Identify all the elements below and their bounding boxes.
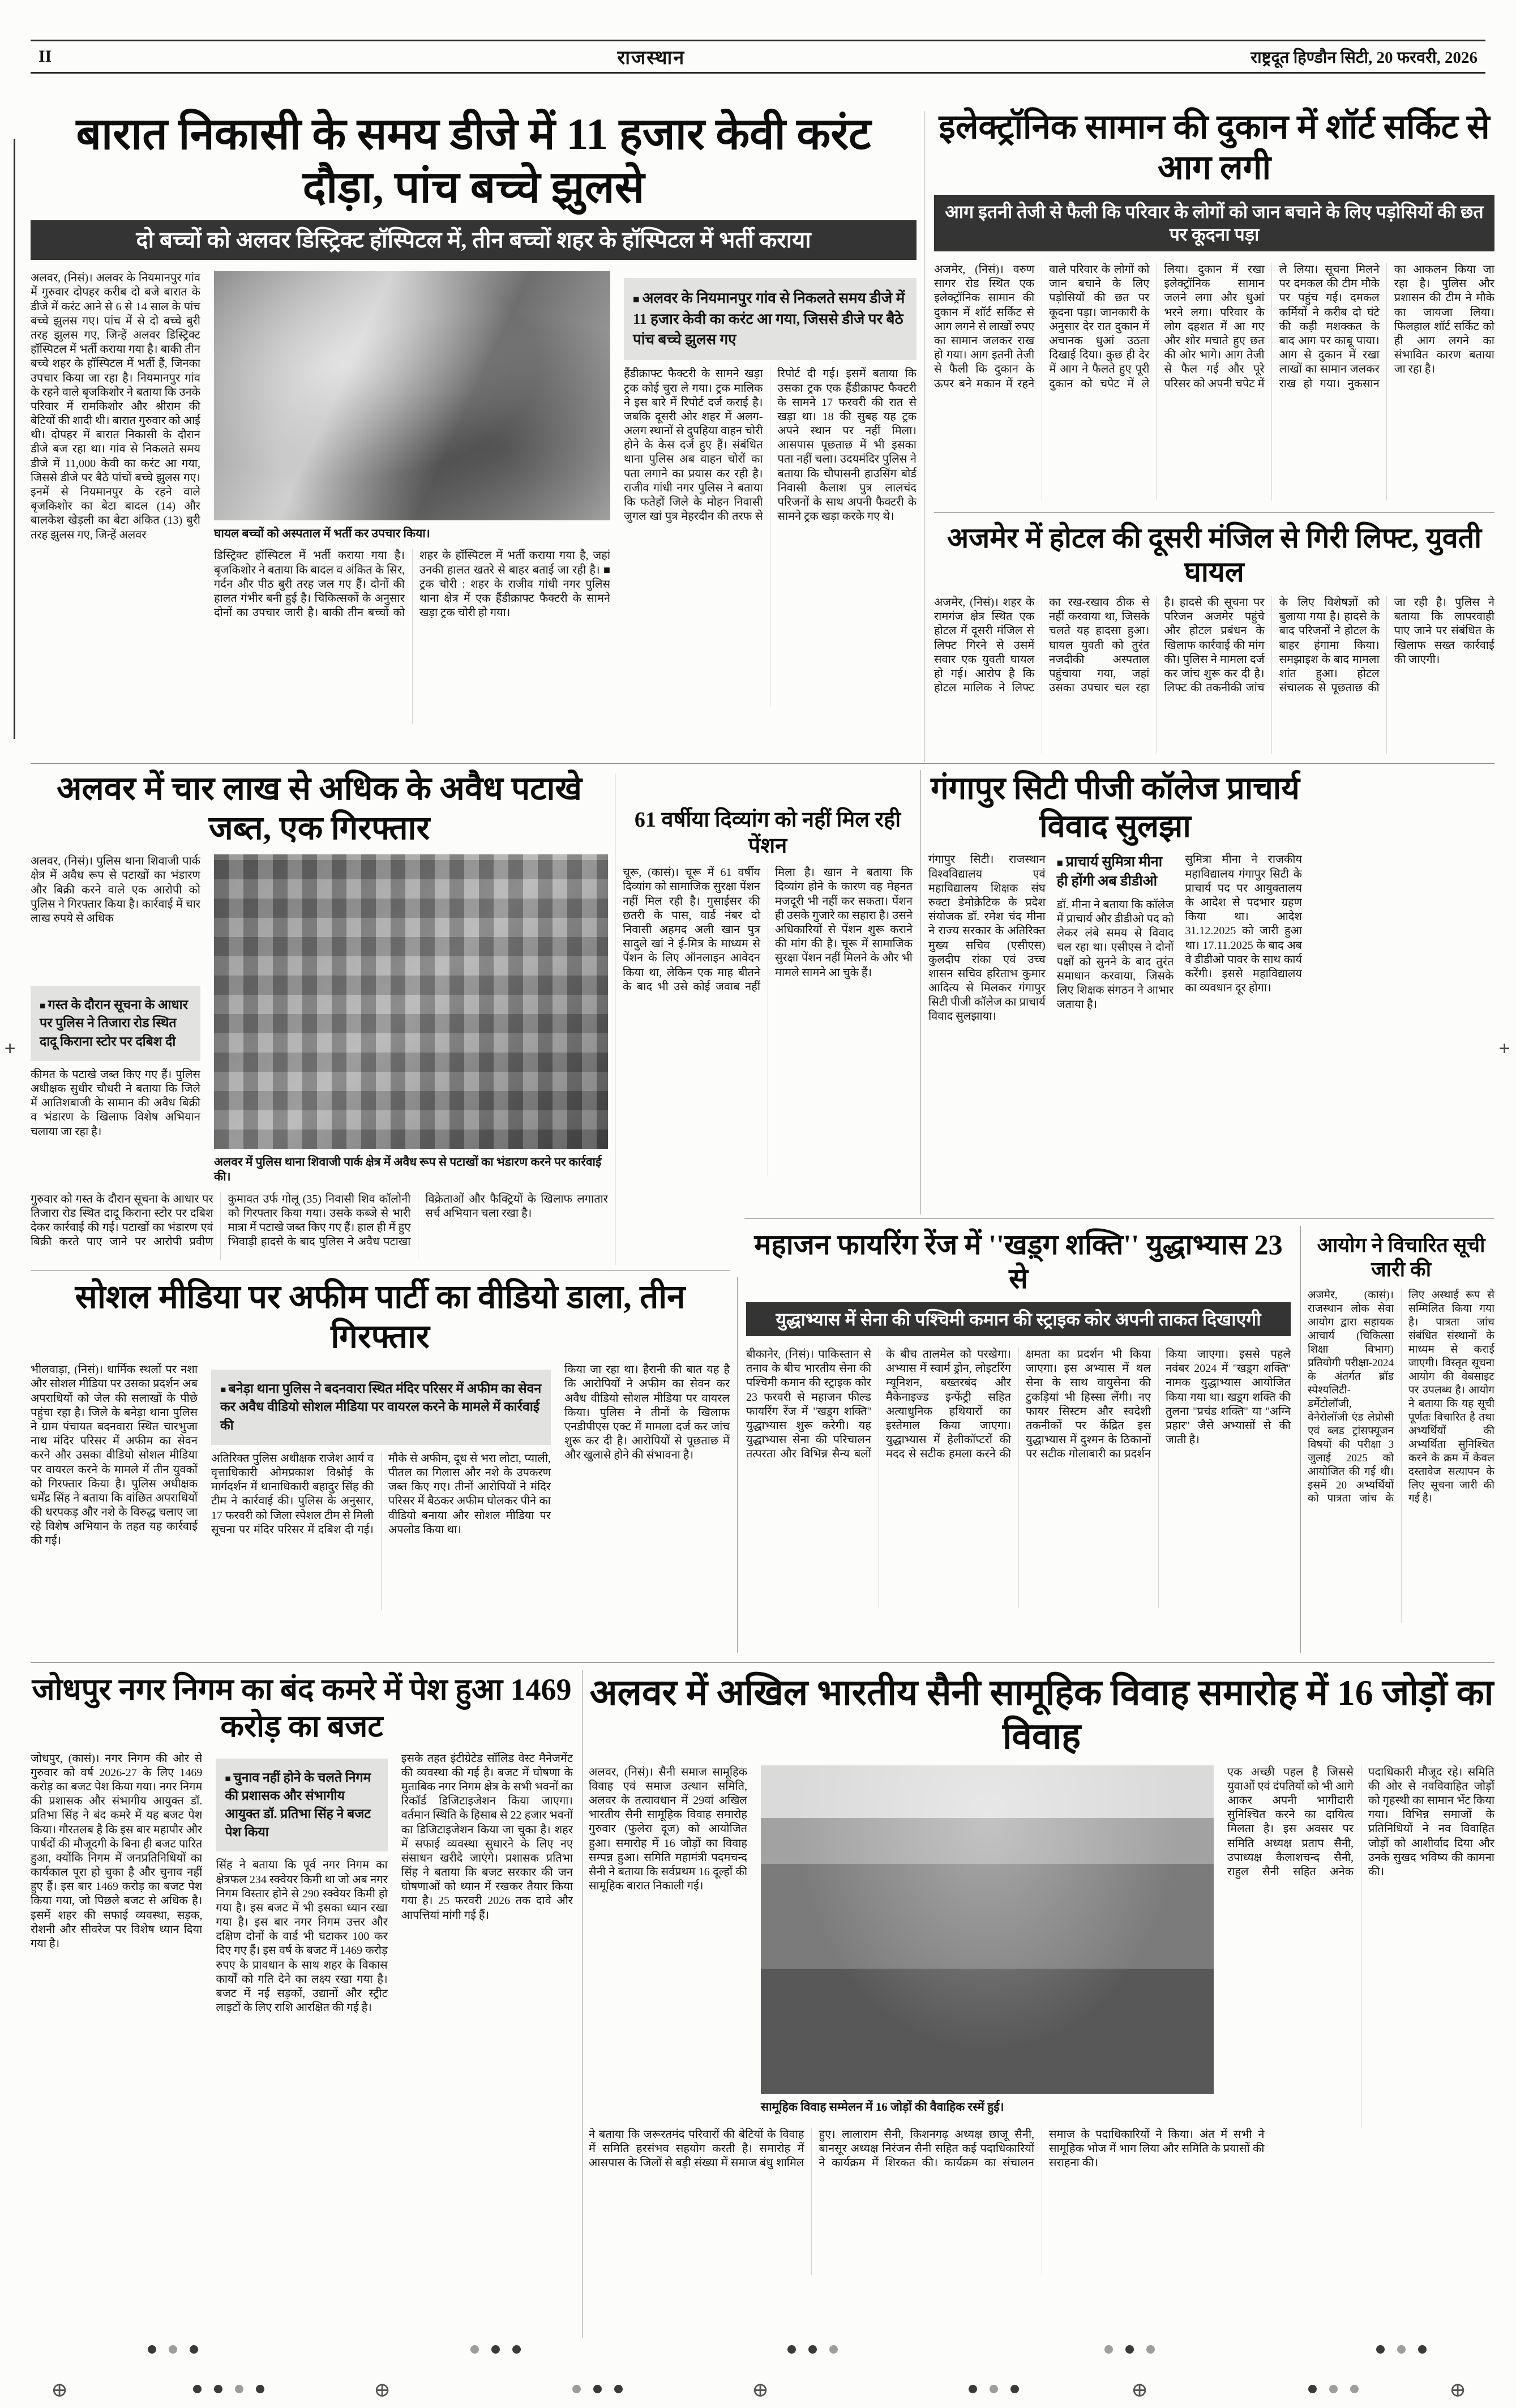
masthead bbox=[31, 40, 1485, 74]
headline: महाजन फायरिंग रेंज में ''खड़्ग शक्ति'' युद्धाभ्यास 23 से bbox=[754, 1229, 1283, 1294]
column-rule bbox=[1300, 1226, 1301, 1653]
body-columns: बीकानेर, (निसं)। पाकिस्तान से तनाव के बीच भारतीय सेना की पश्चिमी कमान की स्ट्राइक कोर 23 फरवरी से महाजन फील्ड फायरिंग रेंज में ''खड़्ग शक्ति'' युद्धाभ्यास शुरू करेगी। यह युद्धाभ्यास सेना की परिचालन तत्परता और विभिन्न सैन्य बलों के बीच तालमेल को परखेगा। अभ्यास में स्वार्म ड्रोन, लोइटरिंग म्यूनिशन, बख्तरबंद और मैकेनाइज्ड इन्फेंट्री सहित अत्याधुनिक हथियारों का इस्तेमाल किया जाएगा। युद्धाभ्यास में हेलीकॉप्टरों की मदद से सटीक हमला करने की क्षमता का प्रदर्शन भी किया जाएगा। इस अभ्यास में थल सेना के साथ वायुसेना की टुकड़ियां भी हिस्सा लेंगी। नए फायर सिस्टम और स्वदेशी तकनीकों पर केंद्रित इस युद्धाभ्यास में दुश्मन के ठिकानों पर सटीक गोलाबारी का प्रदर्शन किया जाएगा। इससे पहले नवंबर 2024 में ''खड़्ग शक्ति'' नामक युद्धाभ्यास आयोजित किया गया था। खड़्ग शक्ति की तुलना ''प्रचंड शक्ति'' या ''अग्नि प्रहार'' जैसे अभ्यासों से की जाती है। bbox=[746, 1348, 1291, 1461]
body-column: अलवर, (निसं)। पुलिस थाना शिवाजी पार्क क्षेत्र में अवैध रूप से पटाखों का भंडारण और बिक्री करने वाले एक आरोपी को पुलिस ने गिरफ्तार किया है। कार्रवाई में चार लाख रुपये से अधिक bbox=[31, 855, 200, 925]
body-column: सुमित्रा मीना ने राजकीय महाविद्यालय गंगापुर सिटी के प्राचार्य पद पर आयुक्तालय के आदेश से पदभार ग्रहण किया था। आदेश 31.12.2025 को जारी हुआ था। 17.11.2025 के बाद अब वे डीडीओ पावर के साथ कार्य करेंगी। इससे महाविद्यालय का व्यवधान दूर होगा। bbox=[1185, 853, 1303, 995]
sub-highlight: ■ प्राचार्य सुमित्रा मीना ही होंगी अब डीडीओ bbox=[1057, 853, 1174, 891]
article-firecrackers-seized bbox=[31, 769, 608, 1260]
decorative-dots bbox=[566, 2385, 629, 2396]
section-rule bbox=[744, 1218, 1494, 1219]
registration-mark: ⊕ bbox=[51, 2379, 68, 2401]
body-columns: अतिरिक्त पुलिस अधीक्षक राजेश आर्य व वृत्ताधिकारी ओमप्रकाश विश्नोई के मार्गदर्शन में थानाधिकारी बहादुर सिंह की टीम ने कार्रवाई की। पुलिस के अनुसार, 17 फरवरी को जिला स्पेशल टीम से मिली सूचना पर मंदिर परिसर में दबिश दी गई। मौके से अफीम, दूध से भरा लोटा, प्याली, पीतल का गिलास और नशे के उपकरण जब्त किए गए। तीनों आरोपियों ने मंदिर परिसर में बैठकर अफीम घोलकर पीने का वीडियो बनाया और सोशल मीडिया पर अपलोड किया था। bbox=[211, 1452, 551, 1536]
decorative-dots bbox=[962, 2385, 1025, 2396]
decorative-dots bbox=[1370, 2345, 1433, 2356]
headline: अलवर में अखिल भारतीय सैनी सामूहिक विवाह समारोह में 16 जोड़ों का विवाह bbox=[589, 1673, 1494, 1756]
headline: 61 वर्षीया दिव्यांग को नहीं मिल रही पेंशन bbox=[634, 808, 901, 858]
subheadline-bar: दो बच्चों को अलवर डिस्ट्रिक्ट हॉस्पिटल में, तीन बच्चों शहर के हॉस्पिटल में भर्ती कराया bbox=[31, 220, 917, 260]
body-column: भीलवाड़ा, (निसं)। धार्मिक स्थलों पर नशा और सोशल मीडिया पर उसका प्रदर्शन अब अपराधियों को जेल की सलाखों के पीछे पहुंचा रहा है। जिले के बनेड़ा थाना पुलिस ने ग्राम पंचायत बदनवारा स्थित चारभुजा नाथ मंदिर परिसर में अफीम का सेवन करने और उसका वीडियो सोशल मीडिया पर वायरल करने के मामले में तीन युवकों को गिरफ्तार किया है। पुलिस अधीक्षक धर्मेंद्र सिंह ने बताया कि वांछित अपराधियों की धरपकड़ और नशे के विरुद्ध चलाए जा रहे विशेष अभियान के तहत यह कार्रवाई की गई। bbox=[31, 1363, 198, 1547]
body-column: कीमत के पटाखे जब्त किए गए हैं। पुलिस अधीक्षक सुधीर चौधरी ने बताया कि जिले में आतिशबाजी के सामान की अवैध बिक्री व भंडारण के खिलाफ विशेष अभियान चलाया जा रहा है। bbox=[31, 1068, 200, 1138]
column-rule bbox=[582, 1670, 583, 2338]
left-column bbox=[31, 854, 200, 1192]
body-column: जोधपुर, (कासं)। नगर निगम की ओर से गुरुवार को वर्ष 2026-27 के लिए 1469 करोड़ का बजट पेश किया गया। नगर निगम की प्रशासक और संभागीय आयुक्त डॉ. प्रतिभा सिंह ने बंद कमरे में यह बजट पेश किया। गौरतलब है कि इस बार महापौर और पार्षदों की मौजूदगी के बिना ही बजट पारित हुआ, क्योंकि निगम में जनप्रतिनिधियों का कार्यकाल पूरा हो चुका है और चुनाव नहीं हुए हैं। इस बार 1469 करोड़ का बजट पेश किया गया, जो पिछले बजट से अधिक है। इसमें शहर की सफाई व्यवस्था, सड़क, रोशनी और सीवरेज पर विशेष ध्यान दिया गया है। bbox=[31, 1752, 203, 1951]
article-jodhpur-budget bbox=[31, 1671, 573, 2284]
article-college-dispute bbox=[928, 770, 1302, 1187]
photo-caption: अलवर में पुलिस थाना शिवाजी पार्क क्षेत्र में अवैध रूप से पटाखों का भंडारण करने पर कार्रवाई की। bbox=[214, 1155, 602, 1184]
section-rule bbox=[934, 512, 1494, 513]
body-columns: हैंडीक्राफ्ट फैक्टरी के सामने खड़ा ट्रक कोई चुरा ले गया। ट्रक मालिक ने इस बारे में रिपोर्ट दर्ज कराई है। जबकि दूसरी ओर शहर में अलग-अलग स्थानों से दुपहिया वाहन चोरी होने के केस दर्ज हुए हैं। संबंधित थाना पुलिस अब वाहन चोरों का पता लगाने का प्रयास कर रही है। राजीव गांधी नगर पुलिस ने बताया कि फतेहों जिले के मोहन निवासी जुगल खां पुत्र मेहरदीन की तरफ से रिपोर्ट दी गई। इसमें बताया कि उसका ट्रक एक हैंडीक्राफ्ट फैक्टरी के सामने 17 फरवरी की रात से खड़ा था। 18 की सुबह यह ट्रक अपने स्थान पर नहीं मिला। आसपास पूछताछ में भी इसका पता नहीं चला। उदयमंदिर पुलिस ने बताया कि चौपासनी हाउसिंग बोर्ड निवासी कैलाश पुत्र लालचंद परिजनों के साथ अपनी फैक्टरी के सामने ट्रक खड़ा करके गए थे। bbox=[624, 367, 917, 523]
body-columns: गुरुवार को गस्त के दौरान सूचना के आधार पर तिजारा रोड स्थित दादू किराना स्टोर पर दबिश देकर कार्रवाई की गई। पटाखों का भंडारण एवं बिक्री करते पाए जाने पर आरोपी प्रवीण कुमावत उर्फ गोलू (35) निवासी शिव कॉलोनी को गिरफ्तार किया गया। उसके कब्जे से भारी मात्रा में पटाखे जब्त किए गए हैं। हाल ही में हुए भिवाड़ी हादसे के बाद पुलिस ने अवैध पटाखा विक्रेताओं और फैक्ट्रियों के खिलाफ लगातार सर्च अभियान चला रखा है। bbox=[31, 1192, 608, 1248]
body-column: इसके तहत इंटीग्रेटेड सॉलिड वेस्ट मैनेजमेंट की व्यवस्था की गई है। बजट में घोषणा के मुताबिक नगर निगम क्षेत्र के सभी भवनों का रिकॉर्ड डिजिटाइजेशन किया जाएगा। वर्तमान स्थिति के हिसाब से 22 हजार भवनों का डिजिटाइजेशन किया जा चुका है। शहर में सफाई व्यवस्था सुधारने के लिए नए संसाधन खरीदे जाएंगे। प्रशासक प्रतिभा सिंह ने बताया कि बजट सरकार की जन घोषणाओं को ध्यान में रखकर तैयार किया गया है। 25 फरवरी 2026 तक दावे और आपत्तियां मांगी गई हैं। bbox=[401, 1752, 573, 1922]
body-columns: चूरू, (कासं)। चूरू में 61 वर्षीय दिव्यांग को सामाजिक सुरक्षा पेंशन नहीं मिल रही है। गुसाईसर की छतरी के पास, वार्ड नंबर दो निवासी अहमद अली खान पुत्र सादुले खां ने ई-मित्र के माध्यम से पेंशन के लिए ऑनलाइन आवेदन किया था, लेकिन एक माह बीतने के बाद भी उसे कोई जवाब नहीं मिला है। खान ने बताया कि दिव्यांग होने के कारण वह मेहनत मजदूरी भी नहीं कर सकता। पेंशन ही उसके गुजारे का सहारा है। उसने अधिकारियों से पेंशन शुरू कराने की मांग की है। चूरू में सामाजिक सुरक्षा पेंशन नहीं मिलने के और भी मामले सामने आ चुके हैं। bbox=[623, 866, 913, 993]
middle-column bbox=[1057, 853, 1174, 1187]
right-block bbox=[624, 271, 917, 741]
headline: जोधपुर नगर निगम का बंद कमरे में पेश हुआ 1469 करोड़ का बजट bbox=[32, 1673, 572, 1743]
body-columns: डिस्ट्रिक्ट हॉस्पिटल में भर्ती कराया गया है। बृजकिशोर ने बताया कि बादल व अंकित के सिर, गर्दन और पीठ बुरी तरह जल गए हैं। दोनों की हालत गंभीर बनी हुई है। चिकित्सकों के अनुसार दोनों का उपचार जारी है। बाकी तीन बच्चों को शहर के हॉस्पिटल में भर्ती कराया गया है, जहां उनकी हालत खतरे से बाहर बताई जा रही है। ■ ट्रक चोरी : शहर के राजीव गांधी नगर पुलिस थाना क्षेत्र में एक हैंडीक्राफ्ट फैक्टरी के सामने खड़ा ट्रक चोरी हो गया। bbox=[214, 549, 610, 619]
decorative-dots bbox=[464, 2345, 527, 2356]
page-number: II bbox=[38, 47, 52, 66]
photo-caption: सामूहिक विवाह सम्मेलन में 16 जोड़ों की वैवाहिक रस्में हुई। bbox=[761, 2099, 1004, 2114]
registration-mark: ⊕ bbox=[374, 2379, 391, 2401]
registration-mark: ⊕ bbox=[1131, 2379, 1149, 2401]
registration-mark: ⊕ bbox=[1449, 2379, 1467, 2401]
fold-mark bbox=[14, 139, 15, 739]
section-rule bbox=[31, 763, 1494, 764]
registration-cross-right: + bbox=[1499, 1037, 1510, 1059]
subheadline-bar: युद्धाभ्यास में सेना की पश्चिमी कमान की स्ट्राइक कोर अपनी ताकत दिखाएगी bbox=[746, 1302, 1291, 1336]
article-pension bbox=[623, 807, 913, 1177]
highlight-box: ■ गस्त के दौरान सूचना के आधार पर पुलिस ने तिजारा रोड स्थित दादू किराना स्टोर पर दबिश दी bbox=[31, 986, 200, 1061]
body-column: अलवर, (निसं)। अलवर के नियमानपुर गांव में गुरुवार दोपहर करीब दो बजे बारात के डीजे में करंट आने से 6 से 14 साल के पांच बच्चे झुलस गए। पांच में से दो बच्चे बुरी तरह झुलस गए, जिन्हें अलवर डिस्ट्रिक्ट हॉस्पिटल में भर्ती कराया गया है। बाकी तीन बच्चे शहर के हॉस्पिटल में भर्ती हैं, जिनका उपचार किया जा रहा है। नियमानपुर गांव के रहने वाले बृजकिशोर ने बताया कि उनके परिवार में रामकिशोर और श्रीराम की बेटियों की शादी थी। बारात गुरुवार को आई थी। दोपहर में बारात निकासी के दौरान डीजे बज रहा था। गांव से निकलते समय डीजे में 11,000 केवी का करंट आ गया, जिससे डीजे पर बैठे पांचों बच्चे झुलस गए। इनमें से नियमानपुर के रहने वाले बृजकिशोर का बेटा बादल (14) और बालकेश खेड़ली का बेटा अंकित (13) बुरी तरह झुलस गए, जिन्हें अलवर bbox=[31, 272, 200, 541]
decorative-dots bbox=[142, 2345, 204, 2356]
body-columns: एक अच्छी पहल है जिससे युवाओं एवं दंपतियों को भी आगे आकर अपनी भागीदारी सुनिश्चित करने का दायित्व मिलता है। इस अवसर पर समिति अध्यक्ष प्रताप सैनी, उपाध्यक्ष कैलाशचन्द सैनी, राहुल सैनी सहित अनेक पदाधिकारी मौजूद रहे। समिति की ओर से नवविवाहित जोड़ों को गृहस्थी का सामान भेंट किया गया। विभिन्न समाजों के प्रतिनिधियों ने नव विवाहित जोड़ों को आशीर्वाद दिया और उनके सुखद भविष्य की कामना की। bbox=[1227, 1765, 1494, 1878]
highlight-box: ■ बनेड़ा थाना पुलिस ने बदनवारा स्थित मंदिर परिसर में अफीम का सेवन कर अवैध वीडियो सोशल मीडिया पर वायरल करने के मामले में कार्रवाई की bbox=[211, 1370, 551, 1445]
body-column: डॉ. मीना ने बताया कि कॉलेज में प्राचार्य और डीडीओ पद को लेकर लंबे समय से विवाद चल रहा था। एसीएस ने दोनों पक्षों को सुनने के बाद तुरंत समाधान करवाया, जिसके लिए शिक्षक संगठन ने आभार जताया है। bbox=[1056, 898, 1174, 1011]
headline: आयोग ने विचारित सूची जारी की bbox=[1317, 1234, 1485, 1281]
middle-block bbox=[211, 1363, 551, 1646]
article-army-exercise bbox=[746, 1227, 1291, 1608]
column-rule bbox=[920, 770, 921, 1214]
photo-mass-wedding bbox=[761, 1765, 1214, 2094]
article-hotel-lift bbox=[934, 521, 1494, 754]
article-dj-current bbox=[31, 108, 917, 741]
headline: सोशल मीडिया पर अफीम पार्टी का वीडियो डाला, तीन गिरफ्तार bbox=[75, 1278, 686, 1355]
decorative-dots bbox=[187, 2385, 271, 2396]
subheadline-bar: आग इतनी तेजी से फैली कि परिवार के लोगों को जान बचाने के लिए पड़ोसियों की छत पर कूदना पड़ा bbox=[934, 195, 1494, 251]
article-rpsc-list bbox=[1308, 1233, 1494, 1623]
body-column: सिंह ने बताया कि पूर्व नगर निगम का क्षेत्रफल 234 स्क्वेयर किमी था जो अब नगर निगम विस्तार होने से 290 स्क्वेयर किमी हो गया है। इस बजट में भी इसका ध्यान रखा गया है। इस बार नगर निगम उत्तर और दक्षिण दोनों के वार्ड भी घटाकर 100 कर दिए गए हैं। इस वर्ष के बजट में 1469 करोड़ रुपए के प्रावधान के साथ शहर के विकास कार्यों को गति देने का लक्ष्य रखा गया है। बजट में नई सड़कों, उद्यानों और स्ट्रीट लाइटों के लिए राशि आरक्षित की गई है। bbox=[216, 1859, 388, 2014]
registration-cross-left: + bbox=[5, 1037, 16, 1059]
headline: अजमेर में होटल की दूसरी मंजिल से गिरी लिफ्ट, युवती घायल bbox=[947, 522, 1482, 588]
body-columns: ने बताया कि जरूरतमंद परिवारों की बेटियों के विवाह में समिति हरसंभव सहयोग करती है। समारोह में आसपास के जिलों से बड़ी संख्या में समाज बंधु शामिल हुए। लालाराम सैनी, किशनगढ़ अध्यक्ष छाजू सैनी, बानसूर अध्यक्ष निरंजन सैनी सहित कई पदाधिकारियों ने कार्यक्रम में शिरकत की। कार्यक्रम का संचालन समाज के पदाधिकारियों ने किया। अंत में सभी ने सामूहिक भोज में भाग लिया और समिति के प्रयासों की सराहना की। bbox=[589, 2128, 1265, 2169]
body-columns: अजमेर, (निसं)। वरुण सागर रोड स्थित एक इलेक्ट्रॉनिक सामान की दुकान में शॉर्ट सर्किट से आग लगने से लाखों रुपए का सामान जलकर राख हो गया। आग इतनी तेजी से फैली कि दुकान के ऊपर बने मकान में रहने वाले परिवार के लोगों को जान बचाने के लिए पड़ोसियों की छत पर कूदना पड़ा। जानकारी के अनुसार देर रात दुकान में अचानक धुआं उठता दिखाई दिया। कुछ ही देर में आग ने फैलते हुए पूरी दुकान को चपेट में ले लिया। दुकान में रखा इलेक्ट्रॉनिक सामान जलने लगा और धुआं भरने लगा। परिवार के लोग दहशत में आ गए और शोर मचाते हुए छत की ओर भागे। आग तेजी से फैल गई और पूरे परिसर को अपनी चपेट में ले लिया। सूचना मिलने पर दमकल की टीम मौके पर पहुंच गई। दमकल कर्मियों ने करीब दो घंटे की कड़ी मशक्कत के बाद आग पर काबू पाया। आग से दुकान में रखा लाखों का सामान जलकर राख हो गया। नुकसान का आकलन किया जा रहा है। पुलिस और प्रशासन की टीम ने मौके का जायजा लिया। फिलहाल शॉर्ट सर्किट को ही आग लगने का संभावित कारण बताया जा रहा है। bbox=[934, 263, 1494, 390]
middle-column bbox=[216, 1752, 387, 2284]
registration-mark: ⊕ bbox=[752, 2379, 769, 2401]
photo-caption: घायल बच्चों को अस्पताल में भर्ती कर उपचार किया। bbox=[214, 527, 430, 541]
headline: गंगापुर सिटी पीजी कॉलेज प्राचार्य विवाद सुलझा bbox=[931, 771, 1300, 845]
article-opium-video bbox=[31, 1277, 730, 1646]
photo-block bbox=[214, 271, 610, 741]
photo-block bbox=[761, 1765, 1214, 2128]
highlight-box: ■ चुनाव नहीं होने के चलते निगम की प्रशासक और संभागीय आयुक्त डॉ. प्रतिभा सिंह ने बजट पेश किया bbox=[216, 1759, 387, 1852]
body-column: अलवर, (निसं)। सैनी समाज सामूहिक विवाह एवं समाज उत्थान समिति, अलवर के तत्वावधान में 29वां अखिल भारतीय सैनी सामूहिक विवाह समारोह गुरुवार (फुलेरा दूज) को आयोजित हुआ। समारोह में 16 जोड़ों का विवाह सम्पन्न हुआ। समिति महामंत्री पदमचन्द सैनी ने बताया कि सर्वप्रथम 16 दूल्हों की सामूहिक बारात निकाली गई। bbox=[589, 1765, 747, 1893]
section-rule bbox=[31, 1662, 1494, 1663]
article-shop-fire bbox=[934, 106, 1494, 501]
highlight-box: ■ अलवर के नियमानपुर गांव से निकलते समय डीजे में 11 हजार केवी का करंट आ गया, जिससे डीजे पर बैठे पांच बच्चे झुलस गए bbox=[624, 278, 917, 360]
photo-injured-children bbox=[214, 271, 610, 520]
decorative-dots bbox=[1098, 2345, 1161, 2356]
body-column: किया जा रहा था। हैरानी की बात यह है कि आरोपियों ने अफीम का सेवन कर अवैध वीडियो सोशल मीडिया पर वायरल किया। पुलिस ने तीनों के खिलाफ एनडीपीएस एक्ट में मामला दर्ज कर जांच शुरू कर दी है। आरोपियों से पूछताछ में और खुलासे होने की संभावना है। bbox=[564, 1363, 730, 1462]
headline: अलवर में चार लाख से अधिक के अवैध पटाखे जब्त, एक गिरफ्तार bbox=[57, 770, 582, 846]
headline: इलेक्ट्रॉनिक सामान की दुकान में शॉर्ट सर्किट से आग लगी bbox=[939, 108, 1490, 186]
article-mass-wedding bbox=[589, 1671, 1494, 2275]
section-rule bbox=[31, 1270, 730, 1271]
headline: बारात निकासी के समय डीजे में 11 हजार केवी करंट दौड़ा, पांच बच्चे झुलसे bbox=[76, 109, 871, 212]
body-columns: अजमेर, (कासं)। राजस्थान लोक सेवा आयोग द्वारा सहायक आचार्य (चिकित्सा शिक्षा विभाग) प्रतियोगी परीक्षा-2024 के अंतर्गत ब्रॉड स्पेश्यलिटी-डर्मेटोलॉजी, वेनेरोलॉजी एंड लेप्रोसी एवं ब्लड ट्रांसफ्यूजन विषयों की परीक्षा 3 जुलाई 2025 को आयोजित की गई थी। इसमें 20 अभ्यर्थियों को पात्रता जांच के लिए अस्थाई रूप से सम्मिलित किया गया है। पात्रता जांच संबंधित संस्थानों के माध्यम से कराई जाएगी। विस्तृत सूचना आयोग की वेबसाइट पर उपलब्ध है। आयोग ने बताया कि यह सूची पूर्णतः विचारित है तथा अभ्यर्थियों की अभ्यर्थिता सुनिश्चित करने के क्रम में केवल दस्तावेज सत्यापन के लिए सूचना जारी की गई है। bbox=[1308, 1289, 1494, 1505]
photo-block bbox=[214, 854, 608, 1192]
body-columns: अजमेर, (निसं)। शहर के रामगंज क्षेत्र स्थित एक होटल में दूसरी मंजिल से लिफ्ट गिरने से उसमें सवार एक युवती घायल हो गई। आरोप है कि होटल मालिक ने लिफ्ट का रख-रखाव ठीक से नहीं करवाया था, जिसके चलते यह हादसा हुआ। घायल युवती को तुरंत नजदीकी अस्पताल पहुंचाया गया, जहां उसका उपचार चल रहा है। हादसे की सूचना पर परिजन अजमेर पहुंचे और होटल प्रबंधन के खिलाफ कार्रवाई की मांग की। पुलिस ने मामला दर्ज कर जांच शुरू कर दी है। लिफ्ट की तकनीकी जांच के लिए विशेषज्ञों को बुलाया गया है। हादसे के बाद परिजनों ने होटल के बाहर हंगामा किया। समझाइश के बाद मामला शांत हुआ। होटल संचालक से पूछताछ की जा रही है। पुलिस ने बताया कि लापरवाही पाए जाने पर संबंधित के खिलाफ सख्त कार्रवाई की जाएगी। bbox=[934, 596, 1494, 695]
edition-date: राष्ट्रदूत हिण्डौन सिटी, 20 फरवरी, 2026 bbox=[1251, 48, 1478, 67]
section-name: राजस्थान bbox=[617, 48, 686, 69]
body-column: गंगापुर सिटी। राजस्थान विश्वविद्यालय एवं महाविद्यालय शिक्षक संघ रुक्टा डेमोक्रेटिक के प्रदेश संयोजक डॉ. रमेश चंद मीना ने राज्य सरकार के अतिरिक्त मुख्य सचिव (एसीएस) कुलदीप रांका एवं उच्च शासन सचिव हरिताभ कुमार आदित्य से मिलकर गंगापुर सिटी पीजी कॉलेज का प्राचार्य विवाद सुलझाया। bbox=[928, 853, 1046, 1023]
decorative-dots bbox=[1302, 2385, 1365, 2396]
decorative-dots bbox=[781, 2345, 844, 2356]
photo-seized-firecrackers bbox=[214, 854, 608, 1149]
column-rule bbox=[737, 1277, 738, 1653]
